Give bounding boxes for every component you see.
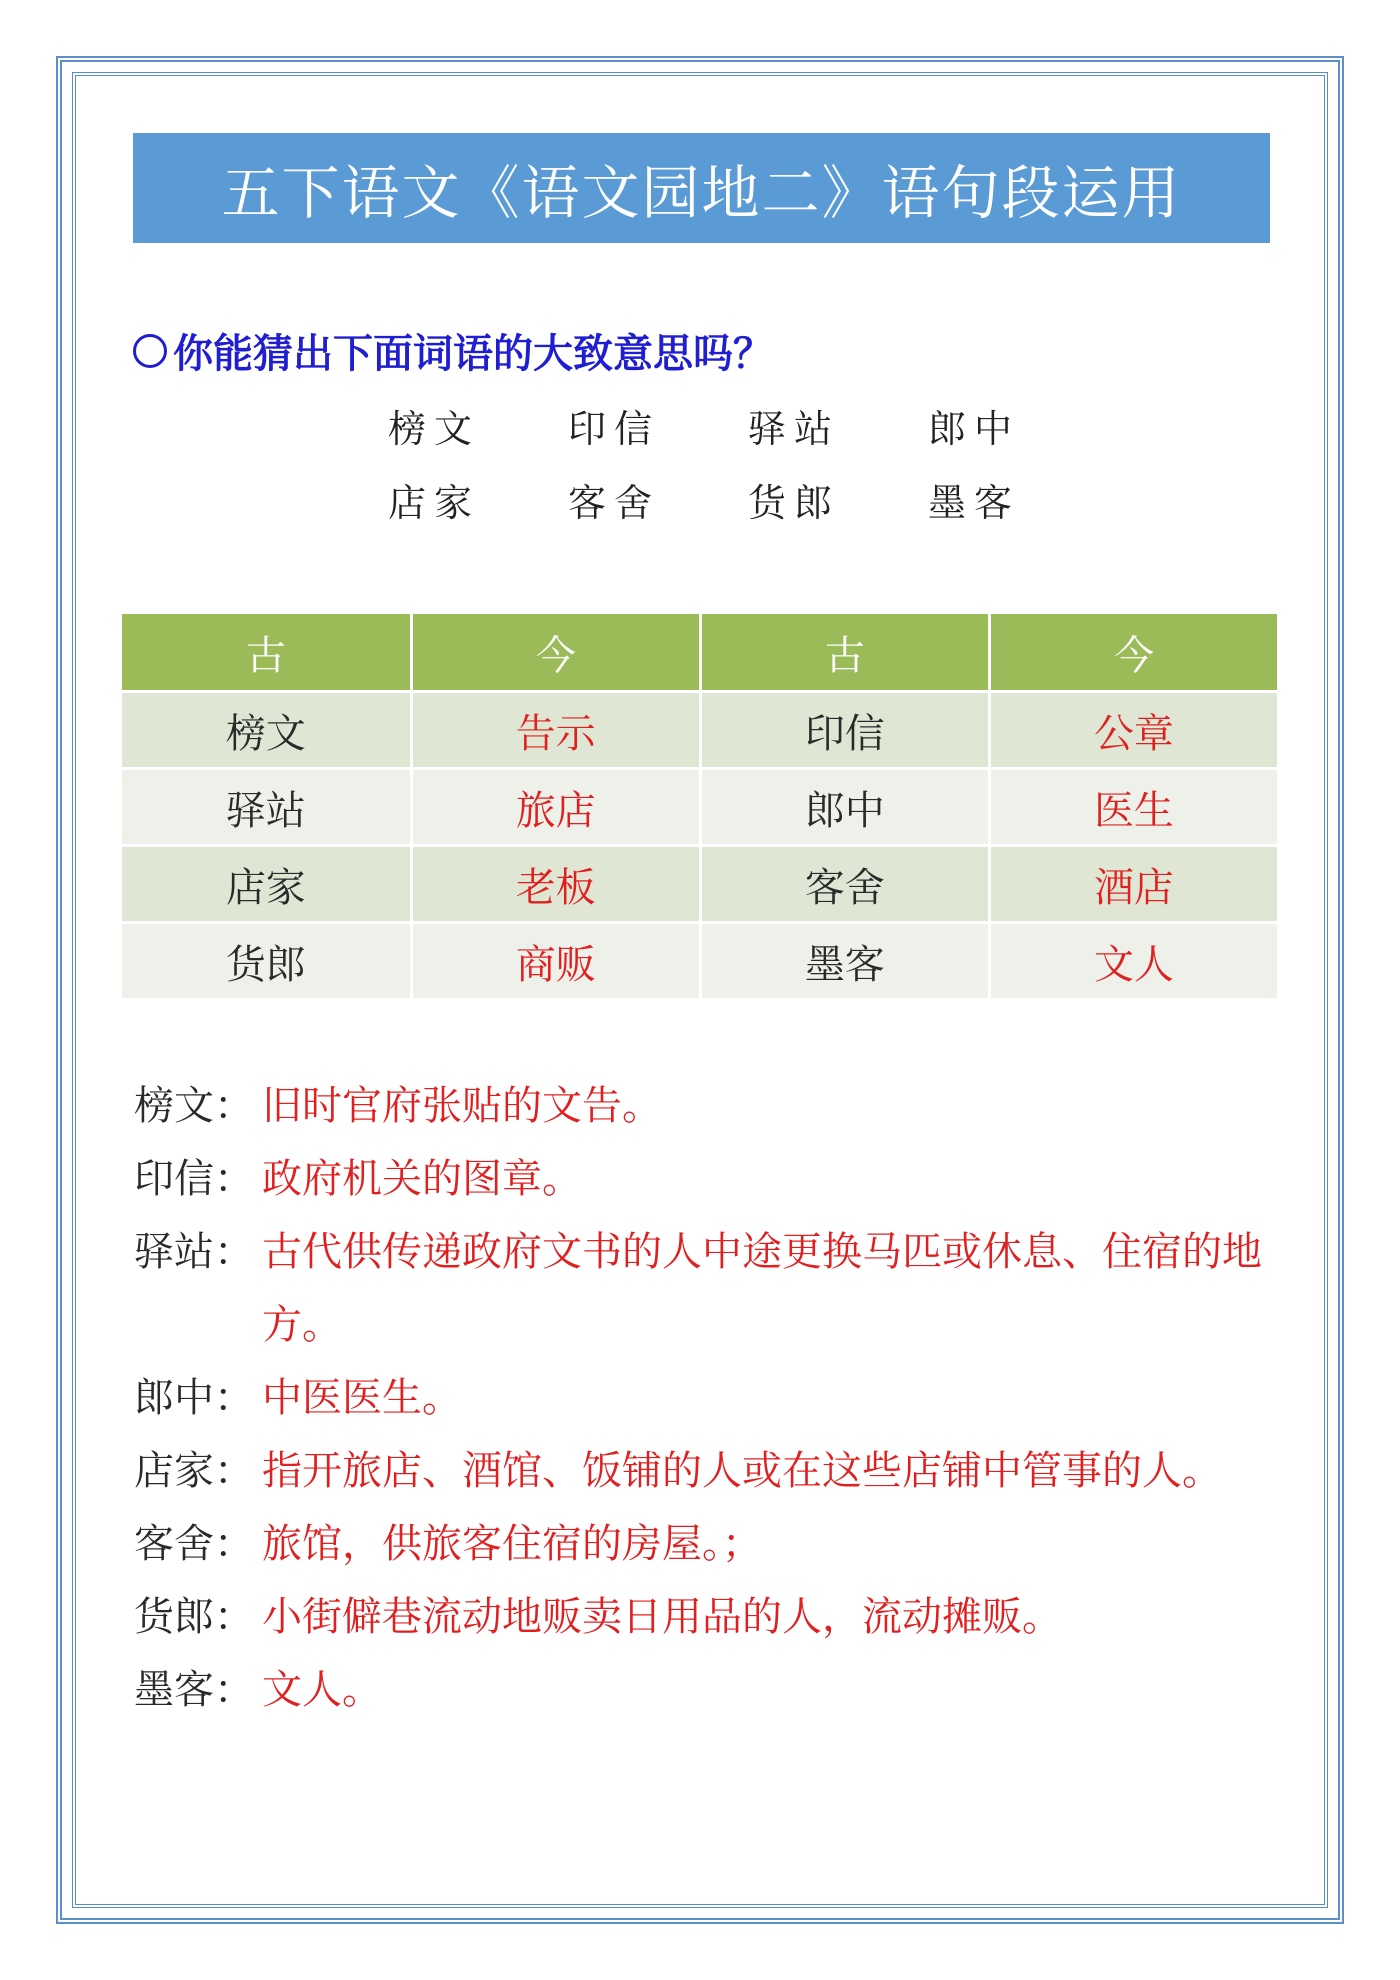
table-row [122,846,1279,923]
circle-bullet-icon [133,334,167,368]
definition-item [134,1435,1274,1508]
ancient-word-cell: 客舍 [700,846,989,923]
word-item: 郎中 [928,407,1021,451]
modern-word-cell: 文人 [989,923,1278,1000]
ancient-word-cell: 墨客 [700,923,989,1000]
ancient-word-cell: 货郎 [122,923,411,1000]
definition-term: 客舍： [134,1521,254,1567]
definition-item [134,1508,1274,1581]
modern-word-cell: 医生 [989,769,1278,846]
definition-text: 旅馆，供旅客住宿的房屋。； [262,1521,762,1567]
ancient-word-cell: 郎中 [700,769,989,846]
definition-list [134,1070,1274,1727]
header-cell-modern: 今 [411,614,700,692]
modern-word-cell: 旅店 [411,769,700,846]
modern-word-cell: 老板 [411,846,700,923]
definition-term: 郎中： [134,1375,254,1421]
definition-item [134,1362,1274,1435]
ancient-word-cell: 驿站 [122,769,411,846]
ancient-modern-table [122,614,1280,1001]
definition-item [134,1070,1274,1143]
table-header-row [122,614,1279,692]
word-item: 店家 [388,481,481,525]
title-banner [133,133,1270,243]
definition-text: 旧时官府张贴的文告。 [262,1083,662,1129]
definition-term: 店家： [134,1448,254,1494]
table-row [122,769,1279,846]
word-item: 榜文 [388,407,481,451]
header-cell-ancient: 古 [700,614,989,692]
definition-text: 小街僻巷流动地贩卖日用品的人，流动摊贩。 [262,1594,1062,1640]
ancient-word-cell: 榜文 [122,692,411,769]
ancient-word-cell: 店家 [122,846,411,923]
header-cell-modern: 今 [989,614,1278,692]
definition-term: 货郎： [134,1594,254,1640]
word-list [388,398,1108,546]
definition-item [134,1143,1274,1216]
modern-word-cell: 商贩 [411,923,700,1000]
page-title: 五下语文《语文园地二》语句段运用 [221,159,1182,227]
definition-term: 驿站： [134,1229,254,1275]
header-cell-ancient: 古 [122,614,411,692]
word-item: 墨客 [928,481,1021,525]
definition-term: 墨客： [134,1667,254,1713]
definition-term: 印信： [134,1156,254,1202]
word-item: 驿站 [748,407,841,451]
definition-text: 文人。 [262,1667,382,1713]
modern-word-cell: 公章 [989,692,1278,769]
question-text: 你能猜出下面词语的大致意思吗？ [173,331,773,377]
word-item: 客舍 [568,481,661,525]
definition-text: 政府机关的图章。 [262,1156,582,1202]
word-item: 印信 [568,407,661,451]
modern-word-cell: 告示 [411,692,700,769]
definition-text: 指开旅店、酒馆、饭铺的人或在这些店铺中管事的人。 [262,1448,1222,1494]
ancient-word-cell: 印信 [700,692,989,769]
table-row [122,692,1279,769]
definition-term: 榜文： [134,1083,254,1129]
definition-item [134,1216,1274,1362]
definition-item [134,1581,1274,1654]
definition-text: 古代供传递政府文书的人中途更换马匹或休息、住宿的地方。 [262,1229,1262,1348]
question-heading [133,322,773,379]
definition-item [134,1654,1274,1727]
table-row [122,923,1279,1000]
word-item: 货郎 [748,481,841,525]
modern-word-cell: 酒店 [989,846,1278,923]
definition-text: 中医医生。 [262,1375,462,1421]
